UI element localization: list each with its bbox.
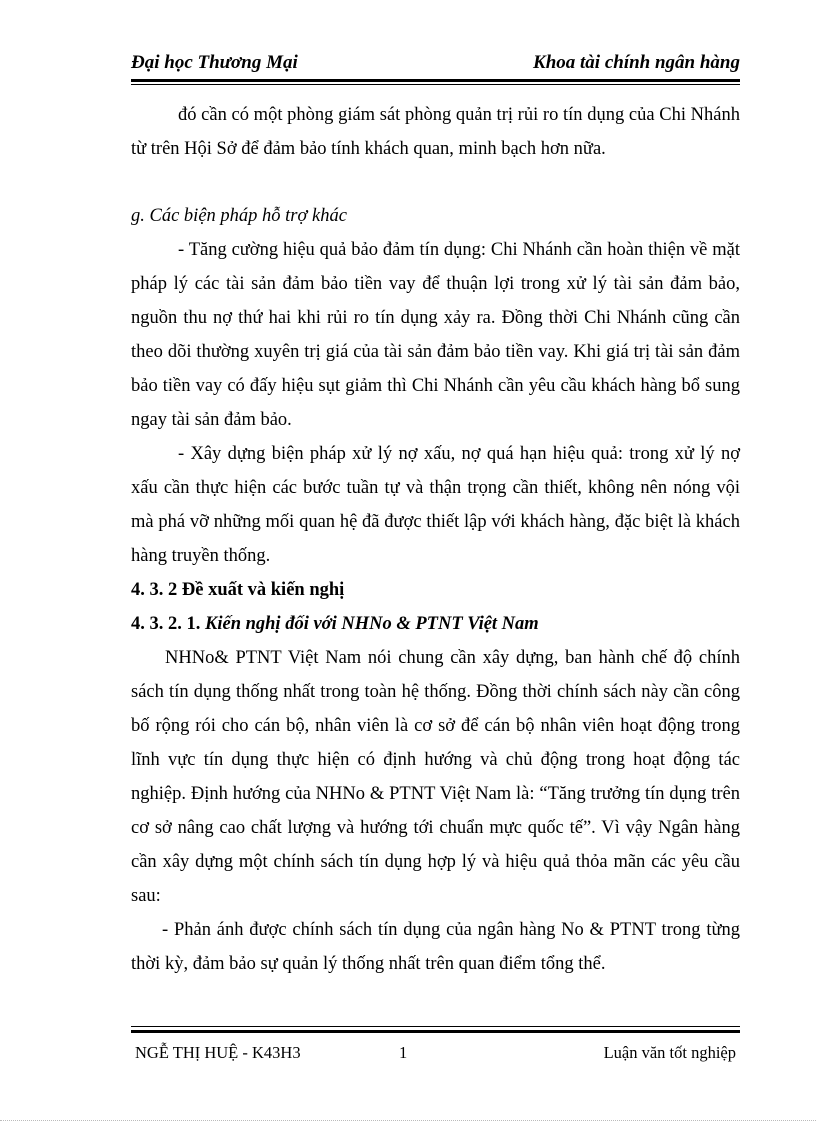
page-edge-divider: [0, 1120, 816, 1121]
header-faculty: Khoa tài chính ngân hàng: [533, 52, 740, 73]
footer-author: NGỄ THỊ HUỆ - K43H3: [135, 1043, 301, 1062]
subsection-heading: [131, 607, 740, 641]
page-header: [131, 50, 740, 80]
subsection-number: 4. 3. 2. 1.: [131, 614, 201, 634]
header-rule-thick: [131, 79, 740, 82]
paragraph-continuation: đó cần có một phòng giám sát phòng quản trị rủi ro tín dụng của Chi Nhánh từ trên Hội Sở để đảm bảo tính khách quan, minh bạch hơn nữa.: [131, 105, 740, 159]
header-university: Đại học Thương Mại: [131, 52, 298, 73]
footer-document-type: Luận văn tốt nghiệp: [603, 1043, 736, 1062]
subheading-other-measures: g. Các biện pháp hỗ trợ khác: [131, 206, 347, 226]
paragraph-policy-reflect: - Phản ánh được chính sách tín dụng của ngân hàng No & PTNT trong từng thời kỳ, đảm bảo sự quản lý thống nhất trên quan điểm tổng thể.: [131, 920, 740, 974]
subsection-title: Kiến nghị đối với NHNo & PTNT Việt Nam: [205, 614, 539, 634]
page-footer: [131, 1043, 740, 1067]
section-heading: 4. 3. 2 Đề xuất và kiến nghị: [131, 580, 345, 600]
header-rule-thin: [131, 84, 740, 85]
page-body: [131, 98, 740, 981]
footer-rule-thin: [131, 1026, 740, 1027]
paragraph-guarantee: - Tăng cường hiệu quả bảo đảm tín dụng: Chi Nhánh cần hoàn thiện về mặt pháp lý các tài sản đảm bảo tiền vay để thuận lợi trong xử lý tài sản đảm bảo, nguồn thu nợ thứ hai khi rủi ro tín dụng xảy ra. Đồng thời Chi Nhánh cũng cần theo dõi thường xuyên trị giá của tài sản đảm bảo tiền vay. Khi giá trị tài sản đảm bảo tiền vay có đấy hiệu sụt giảm thì Chi Nhánh cần yêu cầu khách hàng bổ sung ngay tài sản đảm bảo.: [131, 240, 740, 430]
paragraph-bad-debt: - Xây dựng biện pháp xử lý nợ xấu, nợ quá hạn hiệu quả: trong xử lý nợ xấu cần thực hiện các bước tuần tự và thận trọng cần thiết, không nên nóng vội mà phá vỡ những mối quan hệ đã được thiết lập với khách hàng, đặc biệt là khách hàng truyền thống.: [131, 444, 740, 566]
page-number: 1: [399, 1043, 408, 1062]
footer-rule-thick: [131, 1030, 740, 1033]
paragraph-credit-policy: NHNo& PTNT Việt Nam nói chung cần xây dựng, ban hành chế độ chính sách tín dụng thống nhất trong toàn hệ thống. Đồng thời chính sách này cần công bố rộng rói cho cán bộ, nhân viên là cơ sở để cán bộ nhân viên hoạt động trong lĩnh vực tín dụng thực hiện có định hướng và chủ động trong hoạt động tác nghiệp. Định hướng của NHNo & PTNT Việt Nam là: “Tăng trưởng tín dụng trên cơ sở nâng cao chất lượng và hướng tới chuẩn mực quốc tế”. Vì vậy Ngân hàng cần xây dựng một chính sách tín dụng hợp lý và hiệu quả thỏa mãn các yêu cầu sau:: [131, 648, 740, 906]
